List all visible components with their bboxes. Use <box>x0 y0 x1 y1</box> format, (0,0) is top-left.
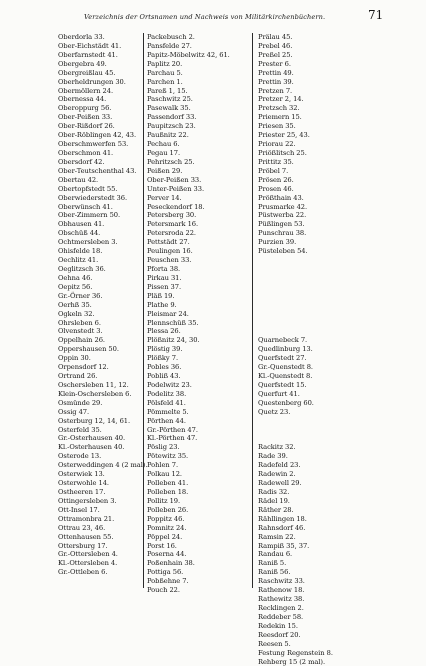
index-entry: Obergreißlau 45. <box>58 68 116 77</box>
index-entry: Ober-Peißen 33. <box>58 113 113 122</box>
index-entry: Peulingen 16. <box>147 247 193 256</box>
index-entry: Rathewitz 38. <box>258 595 305 604</box>
index-entry: Kl.-Osterhausen 40. <box>58 443 125 452</box>
index-entry: Pettstädt 27. <box>147 238 190 247</box>
index-entry: Klein-Oschersleben 6. <box>58 389 132 398</box>
index-entry: Raschwitz 33. <box>258 577 305 586</box>
index-entry: Oechlitz 41. <box>58 256 99 265</box>
index-entry: Oberwiederstedt 36. <box>58 193 128 202</box>
index-entry: Querfstedt 27. <box>258 354 307 363</box>
index-entry: Prusmarke 42. <box>258 202 308 211</box>
index-entry: Obertopfstedt 55. <box>58 184 118 193</box>
index-column-1 <box>58 33 147 577</box>
index-gap <box>258 417 333 426</box>
index-entry: Osterburg 12, 14, 61. <box>58 416 131 425</box>
index-entry: Osterweddingen 4 (2 mal). <box>58 461 148 470</box>
index-entry: Parchen 1. <box>147 77 183 86</box>
index-entry: Ober-Peißen 33. <box>147 175 202 184</box>
index-entry: Oberoppurg 56. <box>58 104 112 113</box>
index-gap <box>258 327 333 336</box>
index-entry: Paplitz 20. <box>147 59 183 68</box>
index-entry: Quarnebeck 7. <box>258 336 308 345</box>
index-entry: Pobles 36. <box>147 363 182 372</box>
index-entry: Oberschmwerfen 53. <box>58 140 129 149</box>
index-entry: Plöstig 39. <box>147 345 183 354</box>
index-column-2 <box>147 33 230 595</box>
index-entry: Ottenhausen 55. <box>58 532 114 541</box>
index-entry: Querfurt 41. <box>258 389 300 398</box>
index-entry: Quetz 23. <box>258 407 291 416</box>
index-entry: Petersmark 16. <box>147 220 199 229</box>
index-entry: Obschüß 44. <box>58 229 101 238</box>
index-entry: Rampiß 35, 37. <box>258 541 310 550</box>
index-gap <box>258 434 333 443</box>
index-entry: Obergebra 49. <box>58 59 107 68</box>
index-entry: Paußnitz 22. <box>147 131 189 140</box>
index-entry: Oepitz 56. <box>58 282 93 291</box>
index-entry: Pissen 37. <box>147 282 182 291</box>
index-entry: Peißen 29. <box>147 166 183 175</box>
index-entry: Ober-Zimmern 50. <box>58 211 121 220</box>
index-entry: Querfstedt 15. <box>258 380 307 389</box>
index-entry: Radefeld 23. <box>258 461 301 470</box>
index-gap <box>258 319 333 328</box>
index-entry: Ohisfelde 18. <box>58 247 103 256</box>
index-entry: Poßenhain 38. <box>147 559 195 568</box>
index-entry: Pretzen 7. <box>258 86 293 95</box>
index-entry: Rahnsdorf 46. <box>258 523 306 532</box>
index-entry: Paschwitz 25. <box>147 95 193 104</box>
index-entry: Redekin 15. <box>258 621 298 630</box>
index-entry: Pforta 38. <box>147 264 181 273</box>
index-entry: Quedlinburg 13. <box>258 345 313 354</box>
index-entry: Pöslig 23. <box>147 443 180 452</box>
index-entry: Rädel 19. <box>258 496 290 505</box>
index-entry: Papitz-Möbelwitz 42, 61. <box>147 50 230 59</box>
index-entry: Raniß 5. <box>258 559 287 568</box>
index-entry: Priorau 22. <box>258 140 296 149</box>
index-entry: Unter-Peißen 33. <box>147 184 205 193</box>
index-entry: Osterwiek 13. <box>58 470 105 479</box>
index-entry: Oppelhain 26. <box>58 336 105 345</box>
index-entry: Polkau 12. <box>147 470 183 479</box>
index-entry: Obermöllern 24. <box>58 86 114 95</box>
index-entry: Plößky 7. <box>147 354 179 363</box>
index-entry: Plennschüß 35. <box>147 318 199 327</box>
index-entry: Oeglitzsch 36. <box>58 264 106 273</box>
index-entry: Petersberg 30. <box>147 211 197 220</box>
index-entry: Pläß 19. <box>147 291 175 300</box>
index-entry: Pehritzsch 25. <box>147 157 195 166</box>
index-column-3 <box>258 33 333 666</box>
index-entry: Oberfarnstedt 41. <box>58 50 118 59</box>
index-entry: Prösen 26. <box>258 175 294 184</box>
index-entry: Orpensdorf 12. <box>58 363 109 372</box>
index-entry: Pasewalk 35. <box>147 104 191 113</box>
index-entry: Petersroda 22. <box>147 229 196 238</box>
index-entry: Oberheldrungen 30. <box>58 77 126 86</box>
index-entry: Parchau 5. <box>147 68 183 77</box>
index-entry: Obertau 42. <box>58 175 99 184</box>
index-entry: Pechau 6. <box>147 140 180 149</box>
index-entry: Prößthain 43. <box>258 193 304 202</box>
index-entry: Radewin 2. <box>258 470 296 479</box>
index-entry: Gr.-Örner 36. <box>58 291 103 300</box>
index-entry: Pansfelde 27. <box>147 41 192 50</box>
index-entry: Ossig 47. <box>58 407 90 416</box>
index-entry: Peuschen 33. <box>147 256 192 265</box>
index-entry: Rade 39. <box>258 452 288 461</box>
index-entry: Purzien 39. <box>258 238 297 247</box>
index-entry: Festung Regenstein 8. <box>258 648 333 657</box>
index-entry: Pleismar 24. <box>147 309 189 318</box>
index-gap <box>258 265 333 274</box>
index-entry: Pottiga 56. <box>147 568 184 577</box>
index-entry: Osterode 13. <box>58 452 102 461</box>
index-entry: Ortrand 26. <box>58 372 98 381</box>
index-entry: Olvenstedt 3. <box>58 327 103 336</box>
index-entry: Pareß 1, 15. <box>147 86 188 95</box>
index-entry: Polleben 18. <box>147 488 189 497</box>
index-entry: Recklingen 2. <box>258 604 304 612</box>
index-entry: Gr.-Osterhausen 40. <box>58 434 126 443</box>
index-entry: Ohrsleben 6. <box>58 318 101 327</box>
index-entry: Oppershausen 50. <box>58 345 119 354</box>
index-entry: Perver 14. <box>147 193 182 202</box>
index-gap <box>258 301 333 310</box>
index-entry: Prebel 46. <box>258 41 293 50</box>
index-entry: Prälau 45. <box>258 33 293 41</box>
index-entry: Peseckendorf 18. <box>147 202 205 211</box>
index-entry: Rathenow 18. <box>258 586 305 595</box>
index-entry: Gr.-Ottleben 6. <box>58 568 108 577</box>
index-gap <box>258 426 333 435</box>
index-entry: Ober-Teutschenthal 43. <box>58 166 137 175</box>
index-entry: Pollitz 19. <box>147 496 181 505</box>
index-entry: Püsteleben 54. <box>258 247 308 256</box>
index-gap <box>258 292 333 301</box>
index-entry: Ottersburg 17. <box>58 541 108 550</box>
header-title: Verzeichnis der Ortsnamen und Nachweis von Militärkirchenbüchern. <box>84 13 326 21</box>
index-entry: Preßel 25. <box>258 50 293 59</box>
index-entry: Paupitzsch 23. <box>147 122 196 131</box>
index-entry: Pirkau 31. <box>147 273 182 282</box>
index-gap <box>258 310 333 319</box>
index-entry: Priesen 35. <box>258 122 296 131</box>
index-entry: Pretzsch 32. <box>258 104 300 113</box>
index-entry: Reesen 5. <box>258 639 291 648</box>
index-entry: Pobßehne 7. <box>147 577 189 586</box>
index-entry: Gr.-Quenstedt 8. <box>258 363 313 372</box>
index-entry: Rackitz 32. <box>258 443 296 452</box>
index-gap <box>258 283 333 292</box>
index-entry: Oberschmon 41. <box>58 148 114 157</box>
index-entry: Poppitz 46. <box>147 514 185 523</box>
index-entry: Polleben 26. <box>147 505 189 514</box>
index-entry: Reesdorf 20. <box>258 630 301 639</box>
index-entry: Plessa 26. <box>147 327 181 336</box>
index-entry: Pöppel 24. <box>147 532 183 541</box>
index-entry: Obersdorf 42. <box>58 157 105 166</box>
index-entry: Pölsfeld 41. <box>147 398 186 407</box>
index-entry: Oppin 30. <box>58 354 91 363</box>
index-entry: Pörthen 44. <box>147 416 186 425</box>
index-entry: Pretzer 2, 14. <box>258 95 304 104</box>
index-entry: Osterwohle 14. <box>58 479 109 488</box>
index-entry: Rehberg 15 (2 mal). <box>258 657 326 666</box>
index-entry: Prettin 39. <box>258 77 294 86</box>
index-entry: Oberwünsch 41. <box>58 202 113 211</box>
index-entry: Püßlingen 53. <box>258 220 305 229</box>
index-entry: Obernessa 44. <box>58 95 107 104</box>
index-entry: Reddeber 58. <box>258 612 304 621</box>
index-entry: Osterfeld 35. <box>58 425 102 434</box>
index-entry: Randau 6. <box>258 550 293 559</box>
index-entry: Ottrau 23, 46. <box>58 523 106 532</box>
index-entry: Oschersleben 11, 12. <box>58 380 129 389</box>
page-number: 71 <box>368 8 384 22</box>
index-entry: Radis 32. <box>258 488 290 497</box>
index-entry: Packebusch 2. <box>147 33 195 41</box>
index-entry: Questenberg 60. <box>258 398 314 407</box>
index-entry: Pegau 17. <box>147 148 181 157</box>
index-entry: Prittitz 35. <box>258 157 294 166</box>
index-entry: Pouch 22. <box>147 586 180 595</box>
index-entry: Ober-Eichstädt 41. <box>58 41 122 50</box>
index-entry: Ottingersleben 3. <box>58 496 117 505</box>
column-divider <box>252 33 253 588</box>
index-entry: Passendorf 33. <box>147 113 197 122</box>
index-entry: Porst 16. <box>147 541 177 550</box>
index-entry: Radewell 29. <box>258 479 302 488</box>
index-entry: Kl.-Ottersleben 4. <box>58 559 118 568</box>
index-entry: Prester 6. <box>258 59 291 68</box>
index-entry: Ramsin 22. <box>258 532 296 541</box>
index-entry: Obhausen 41. <box>58 220 105 229</box>
index-gap <box>258 256 333 265</box>
index-entry: Osmünde 29. <box>58 398 103 407</box>
index-entry: Pohlen 7. <box>147 461 179 470</box>
index-entry: Raniß 56. <box>258 568 291 577</box>
index-entry: Ogkeln 32. <box>58 309 95 318</box>
index-entry: Ober-Röblingen 42, 43. <box>58 131 137 140</box>
index-entry: Punschrau 38. <box>258 229 307 238</box>
index-entry: Ott-Insel 17. <box>58 505 100 514</box>
index-entry: Räther 28. <box>258 505 294 514</box>
index-entry: Polleben 41. <box>147 479 189 488</box>
index-entry: Gr.-Ottersleben 4. <box>58 550 118 559</box>
index-entry: Ober-Rißdorf 26. <box>58 122 115 131</box>
index-entry: Priößlitsch 25. <box>258 148 307 157</box>
index-entry: Plathe 9. <box>147 300 177 309</box>
index-entry: Ottramonbra 21. <box>58 514 115 523</box>
index-entry: Kl.-Quenstedt 8. <box>258 372 313 381</box>
index-entry: Pröbel 7. <box>258 166 289 175</box>
index-entry: Poserna 44. <box>147 550 187 559</box>
index-entry: Rähllingen 18. <box>258 514 307 523</box>
index-entry: Oehna 46. <box>58 273 93 282</box>
index-entry: Prosen 46. <box>258 184 294 193</box>
index-entry: Podelwitz 23. <box>147 380 192 389</box>
index-entry: Oerhß 35. <box>58 300 92 309</box>
index-entry: Gr.-Pörthen 47. <box>147 425 198 434</box>
index-entry: Püstwerba 22. <box>258 211 307 220</box>
page-header <box>0 8 426 24</box>
index-entry: Plößnitz 24, 30. <box>147 336 200 345</box>
index-entry: Pömmelte 5. <box>147 407 189 416</box>
index-entry: Prettin 49. <box>258 68 294 77</box>
index-entry: Oberdorla 33. <box>58 33 105 41</box>
index-entry: Pötewitz 35. <box>147 452 189 461</box>
index-entry: Pomnitz 24. <box>147 523 187 532</box>
index-entry: Podelitz 38. <box>147 389 187 398</box>
index-entry: Priemern 15. <box>258 113 302 122</box>
index-entry: Ochtmersleben 3. <box>58 238 118 247</box>
index-gap <box>258 274 333 283</box>
index-entry: Kl.-Pörthen 47. <box>147 434 198 443</box>
index-entry: Priester 25, 43. <box>258 131 310 140</box>
index-entry: Ostheeren 17. <box>58 488 106 497</box>
index-entry: Pobliß 43. <box>147 372 181 381</box>
